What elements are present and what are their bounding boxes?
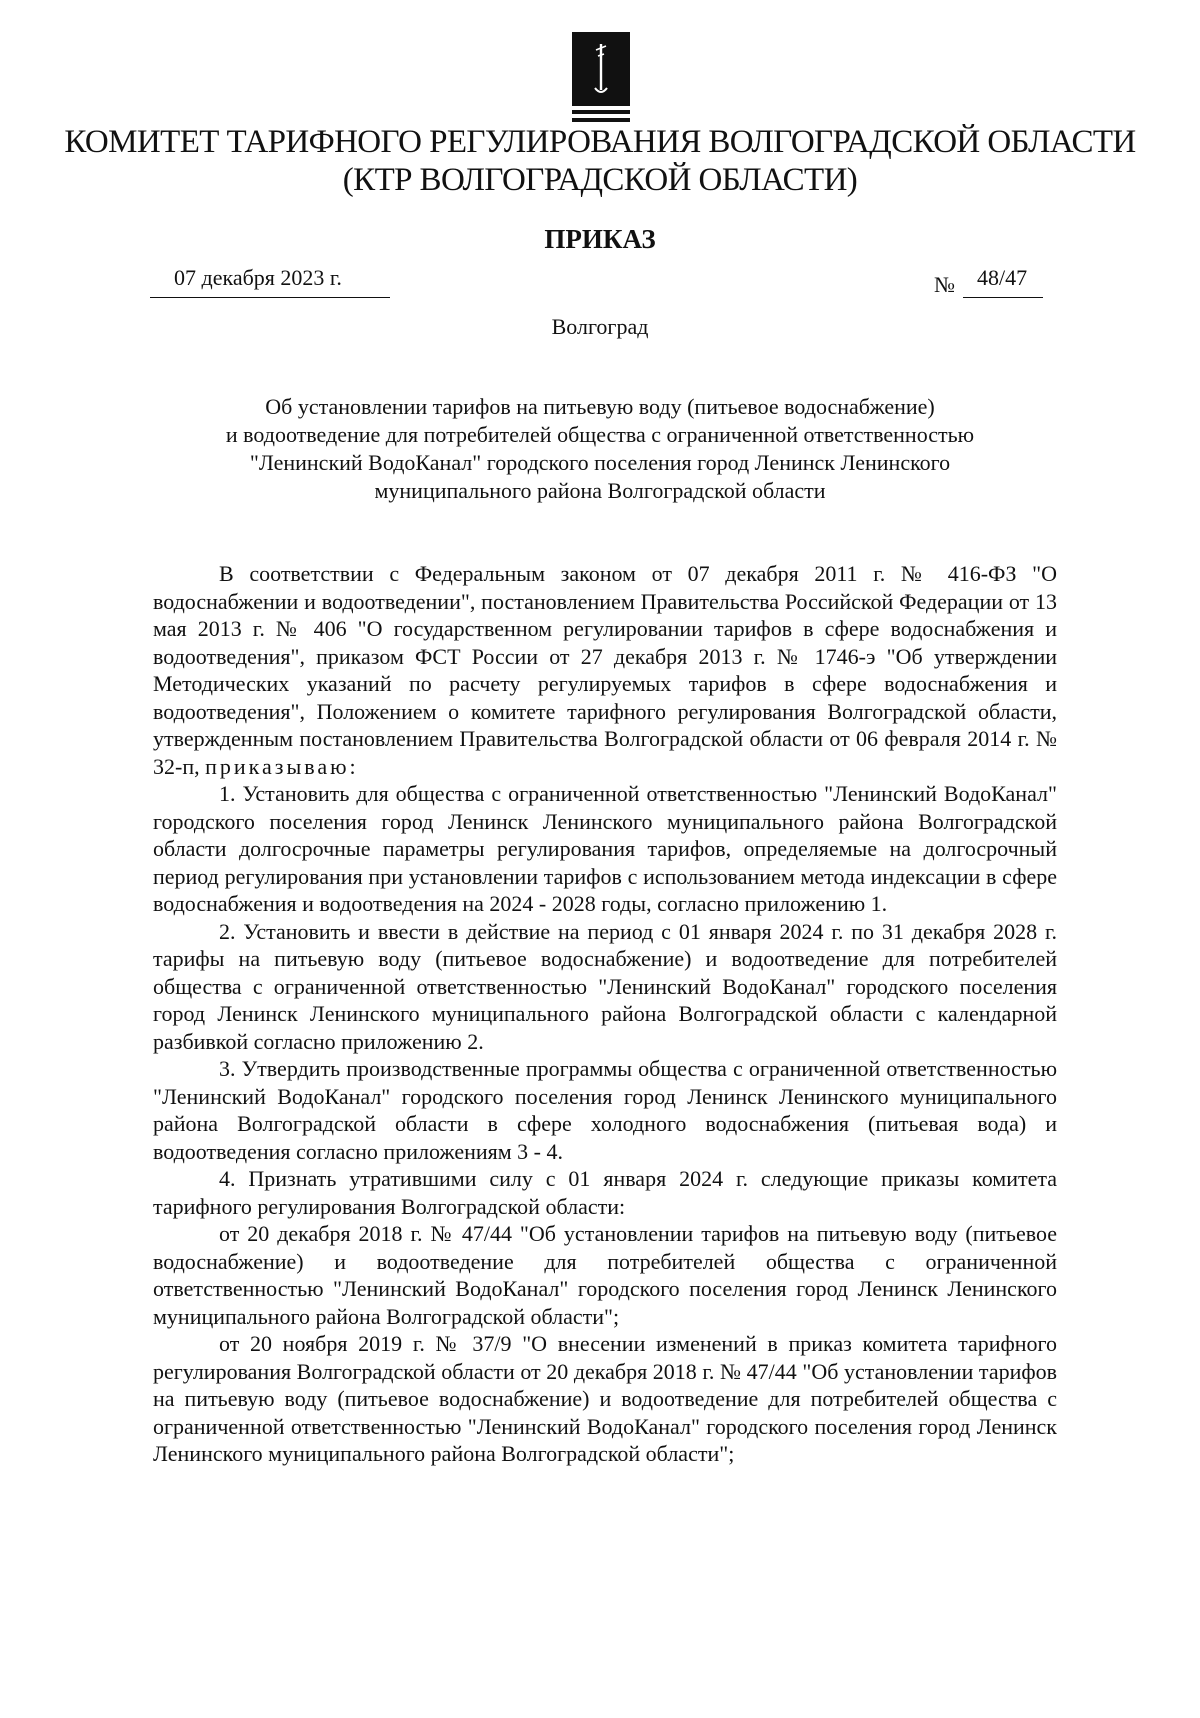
order-date: 07 декабря 2023 г.	[174, 265, 342, 290]
document-type: ПРИКАЗ	[544, 224, 656, 254]
order-title-line: и водоотведение для потребителей общества с ограниченной ответственностью	[225, 422, 975, 447]
clause-4: 4. Признать утратившими силу с 01 января 2024 г. следующие приказы комитета тарифного регулирования Волгоградской области:	[153, 1166, 1057, 1219]
order-body	[153, 560, 1057, 1468]
number-sign: №	[934, 272, 955, 297]
order-title	[150, 393, 1050, 505]
clause-3: 3. Утвердить производственные программы общества с ограниченной ответственностью "Ленинский ВодоКанал" городского поселения город Ленинск Ленинского муниципального района Волгоградской области в сфере холодного водоснабжения (питьевая вода) и водоотведения согласно приложениям 3 - 4.	[153, 1056, 1057, 1164]
order-title-line: "Ленинский ВодоКанал" городского поселения город Ленинск Ленинского	[249, 450, 951, 475]
order-number: 48/47	[977, 265, 1028, 290]
order-number-field	[963, 265, 1043, 298]
organization-abbreviation: (КТР ВОЛГОГРАДСКОЙ ОБЛАСТИ)	[342, 162, 858, 198]
repealed-order-2: от 20 ноября 2019 г. № 37/9 "О внесении изменений в приказ комитета тарифного регулирования Волгоградской области от 20 декабря 2018 г. № 47/44 "Об установлении тарифов на питьевую воду (питьевое водоснабжение) и водоотведение для потребителей общества с ограниченной ответственностью "Ленинский ВодоКанал" городского поселения город Ленинск Ленинского муниципального района Волгоградской области";	[153, 1331, 1057, 1466]
clause-2: 2. Установить и ввести в действие на период с 01 января 2024 г. по 31 декабря 2028 г. тарифы на питьевую воду (питьевое водоснабжение) и водоотведение для потребителей общества с ограниченной ответственностью "Ленинский ВодоКанал" городского поселения город Ленинск Ленинского муниципального района Волгоградской области с календарной разбивкой согласно приложению 2.	[153, 918, 1057, 1054]
order-date-field	[150, 265, 390, 298]
repealed-order-1: от 20 декабря 2018 г. № 47/44 "Об установлении тарифов на питьевую воду (питьевое водоснабжение) и водоотведение для потребителей общества с ограниченной ответственностью "Ленинский ВодоКанал" городского поселения город Ленинск Ленинского муниципального района Волгоградской области";	[153, 1221, 1057, 1329]
coat-of-arms-icon	[568, 30, 634, 126]
clause-1: 1. Установить для общества с ограниченной ответственностью "Ленинский ВодоКанал" городского поселения город Ленинск Ленинского муниципального района Волгоградской области долгосрочные параметры регулирования тарифов, определяемые на долгосрочный период регулирования при установлении тарифов с использованием метода индексации в сфере водоснабжения и водоотведения на 2024 - 2028 годы, согласно приложению 1.	[153, 781, 1057, 916]
preamble-text: В соответствии с Федеральным законом от 07 декабря 2011 г. № 416-ФЗ "О водоснабжении и водоотведении", постановлением Правительства Российской Федерации от 13 мая 2013 г. № 406 "О государственном регулировании тарифов в сфере водоснабжения и водоотведения", приказом ФСТ России от 27 декабря 2013 г. № 1746-э "Об утверждении Методических указаний по расчету регулируемых тарифов в сфере водоснабжения и водоотведения", Положением о комитете тарифного регулирования Волгоградской области, утвержденным постановлением Правительства Волгоградской области от 06 февраля 2014 г. № 32-п,	[153, 561, 1057, 779]
order-title-line: муниципального района Волгоградской области	[374, 478, 826, 503]
organization-name: КОМИТЕТ ТАРИФНОГО РЕГУЛИРОВАНИЯ ВОЛГОГРАДСКОЙ ОБЛАСТИ	[64, 124, 1136, 160]
city: Волгоград	[551, 314, 649, 339]
order-title-line: Об установлении тарифов на питьевую воду (питьевое водоснабжение)	[265, 394, 935, 419]
preamble-paragraph	[153, 560, 1057, 780]
order-keyword: приказываю:	[205, 753, 359, 779]
